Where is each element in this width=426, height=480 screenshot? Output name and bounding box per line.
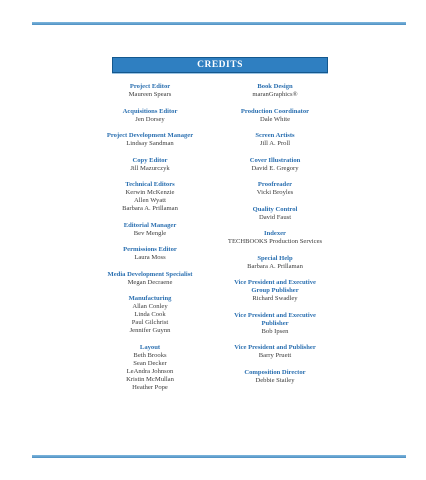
credit-role: Acquisitions Editor (122, 107, 178, 115)
credit-name: Kerwin McKenzie (125, 189, 175, 196)
credit-role: Permissions Editor (123, 246, 177, 253)
credit-role: Composition Director (244, 368, 306, 376)
credit-role: Media Development Specialist (107, 270, 193, 278)
credit-role: Project Development Manager (106, 132, 194, 139)
credit-role: Vice President and Executive Group Publisher (234, 279, 316, 294)
credit-entry (200, 181, 350, 197)
credit-entry (200, 206, 350, 222)
credit-role: Proofreader (257, 181, 293, 188)
credit-name: David Faust (258, 213, 292, 221)
credit-role: Book Design (257, 83, 293, 90)
credit-name: LeAndra Johnson (126, 367, 174, 375)
page-title: CREDITS (112, 57, 328, 73)
credit-name: Paul Gilchrist (131, 319, 169, 326)
credit-role: Project Editor (129, 83, 171, 90)
credit-name: Dale White (259, 115, 291, 123)
credit-role: Quality Control (252, 205, 298, 213)
credit-name: Allan Conley (132, 303, 168, 310)
credit-name: Jen Dorsey (135, 115, 165, 123)
credit-name: Heather Pope (132, 383, 168, 391)
credit-name: Kristin McMullan (126, 375, 174, 383)
credit-name: Beth Brooks (133, 351, 167, 359)
credit-name: Allen Wyatt (134, 197, 166, 204)
credit-role: Special Help (257, 254, 293, 262)
credits-right-column (200, 83, 350, 393)
credit-entry (200, 157, 350, 173)
credit-name: Jill A. Proll (259, 140, 291, 147)
credit-name: Jennifer Guynn (129, 327, 171, 334)
credit-role: Vice President and Publisher (234, 344, 316, 351)
credit-entry (200, 132, 350, 148)
credit-role: Manufacturing (128, 295, 172, 302)
credit-role: Editorial Manager (123, 221, 177, 229)
credit-role: Vice President and Executive Publisher (234, 311, 316, 327)
credit-name: Barbara A. Prillaman (122, 205, 178, 212)
credit-name: Bob Ipsen (261, 327, 289, 335)
credit-role: Layout (139, 343, 161, 351)
credit-entry (200, 230, 350, 246)
credit-entry (200, 344, 350, 360)
credit-role: Copy Editor (132, 156, 168, 164)
credit-name: Laura Moss (134, 254, 166, 261)
credit-role: Cover Illustration (249, 156, 301, 164)
credit-entry (200, 108, 350, 124)
credit-name: Barbara A. Prillaman (247, 262, 303, 270)
credit-name: Megan Decraene (127, 278, 173, 286)
credit-name: Barry Pruett (258, 352, 292, 359)
credit-name: Maureen Spears (128, 91, 172, 98)
credit-name: Richard Swadley (252, 295, 298, 302)
credit-name: Sean Decker (133, 359, 167, 367)
credit-entry (200, 369, 350, 385)
credit-role: Indexer (264, 230, 286, 237)
credit-name: TECHBOOKS Production Services (227, 238, 323, 245)
credit-role: Screen Artists (255, 132, 295, 139)
credit-role: Technical Editors (125, 181, 175, 188)
credit-name: Bev Mengle (133, 229, 167, 237)
credit-name: Jill Mazurczyk (130, 164, 170, 172)
bottom-rule (32, 455, 406, 458)
credit-role: Production Coordinator (240, 107, 310, 115)
credit-entry (200, 312, 350, 336)
credit-entry (200, 279, 350, 303)
credit-name: Linda Cook (134, 311, 166, 318)
credit-name: Lindsay Sandman (126, 140, 174, 147)
credit-name: David E. Gregory (251, 164, 299, 172)
credit-entry (200, 255, 350, 271)
top-rule (32, 22, 406, 25)
credit-entry (200, 83, 350, 99)
credit-name: maranGraphics® (252, 91, 298, 98)
credit-name: Vicki Broyles (256, 189, 294, 196)
credit-name: Debbie Stailey (255, 376, 295, 384)
